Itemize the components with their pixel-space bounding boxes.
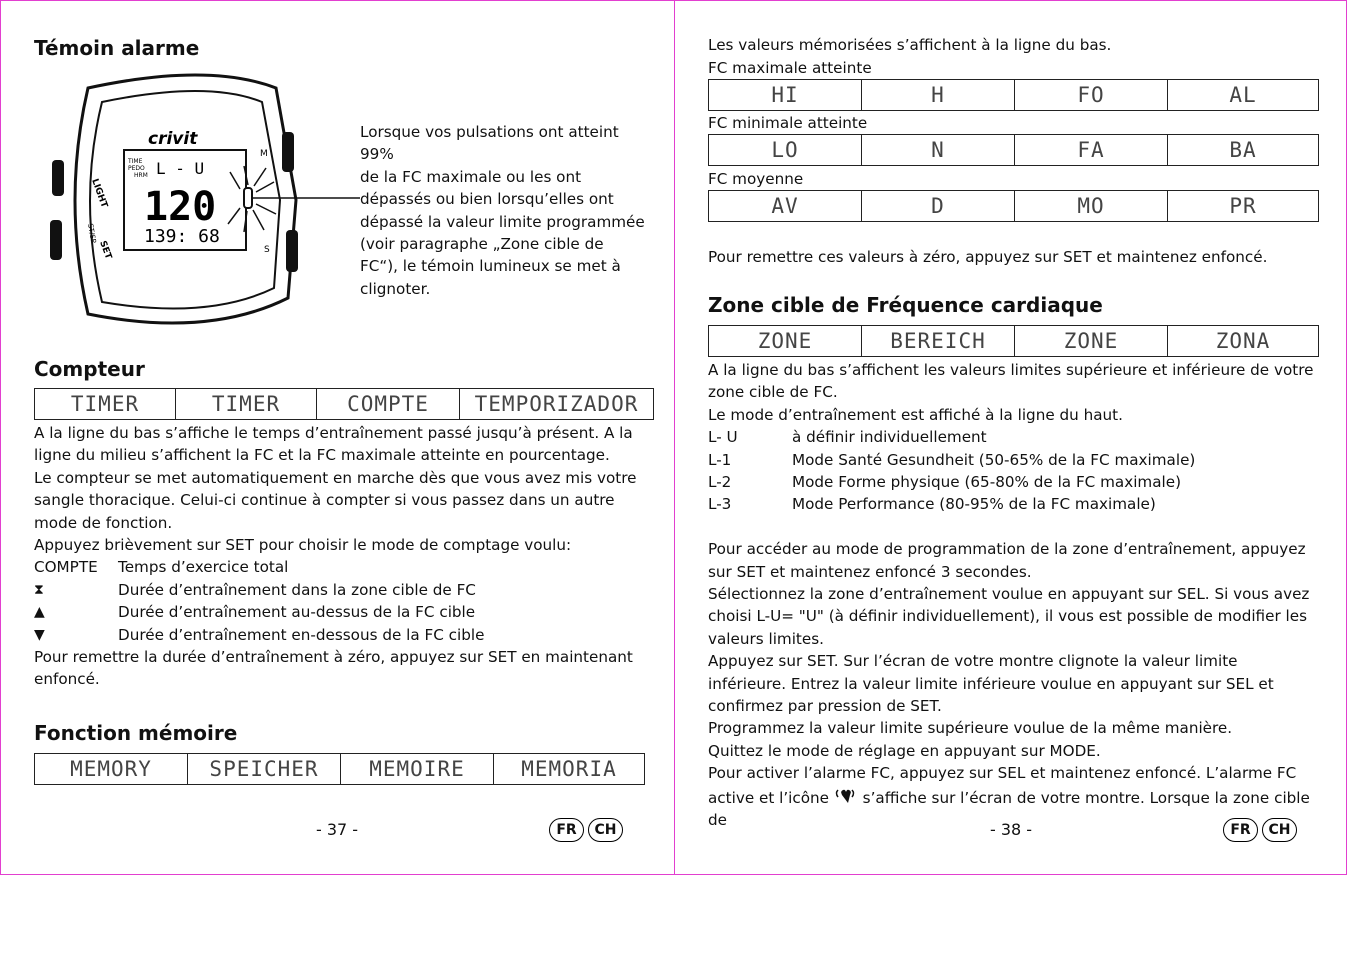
mode-value: Durée d’entraînement au-dessus de la FC cible (118, 603, 476, 622)
paragraph: Sélectionnez la zone d’entraînement voulue en appuyant sur SEL. Si vous avez choisi L-U= "U" (à définir individuellement), il vous est possible de modifier les valeurs limites. (708, 585, 1310, 648)
paragraph: Le mode d’entraînement est affiché à la ligne du haut. (708, 405, 1123, 424)
mode-row (34, 556, 646, 578)
paragraph: A la ligne du bas s’affichent les valeurs limites supérieure et inférieure de votre zone cible de FC. (708, 361, 1314, 402)
lcd-cell: N (862, 135, 1015, 166)
country-badge (1223, 818, 1297, 842)
counter-lcd-table (34, 388, 654, 420)
spacer (708, 516, 1314, 538)
lcd-cell: COMPTE (317, 389, 460, 420)
badge-fr: FR (1223, 818, 1258, 842)
lcd-cell: TIMER (35, 389, 176, 420)
heading-alarm: Témoin alarme (34, 36, 200, 60)
lcd-cell: MEMORY (35, 754, 188, 785)
badge-fr: FR (549, 818, 584, 842)
zone-lcd-table (708, 325, 1319, 357)
level-key: L- U (708, 428, 738, 447)
lcd-cell: H (862, 80, 1015, 111)
lcd-cell: TIMER (176, 389, 317, 420)
hourglass-icon: ⧗ (34, 581, 44, 598)
watch-m-label: M (260, 149, 268, 159)
paragraph: Pour remettre la durée d’entraînement à zéro, appuyez sur SET en maintenant enfoncé. (34, 648, 633, 689)
button-left-top (52, 160, 64, 196)
level-key: L-2 (708, 473, 732, 492)
lcd-cell: BEREICH (862, 326, 1015, 357)
page-right (708, 0, 1320, 875)
max-lcd-table (708, 79, 1319, 111)
lcd-cell: ZONA (1168, 326, 1319, 357)
text-fragment: s’affiche sur l’écran de votre montre. Lorsque la zone cible de (708, 788, 1310, 830)
lcd-cell: FO (1015, 80, 1168, 111)
watch-top-display: L - U (156, 159, 205, 178)
memory-intro: Les valeurs mémorisées s’affichent à la ligne du bas. (708, 36, 1112, 54)
lcd-cell: ZONE (709, 326, 862, 357)
lcd-cell: BA (1168, 135, 1319, 166)
paragraph: Pour activer l’alarme FC, appuyez sur SEL et maintenez enfoncé. L’alarme FC (708, 764, 1297, 783)
watch-s-label: S (264, 245, 270, 255)
watch-hrm-label: HRM (134, 172, 148, 179)
watch-stsp-label: ST/SP (86, 222, 98, 244)
watch-time-label: TIME (128, 158, 143, 165)
alarm-line: clignoter. (360, 279, 431, 298)
heading-counter: Compteur (34, 357, 145, 381)
arrow-down-icon: ▼ (34, 626, 45, 643)
lcd-cell: SPEICHER (188, 754, 341, 785)
level-row (708, 471, 1314, 493)
page-left (34, 0, 654, 875)
level-row (708, 426, 1314, 448)
lcd-cell: ZONE (1015, 326, 1168, 357)
lcd-cell: AV (709, 191, 862, 222)
heading-zone: Zone cible de Fréquence cardiaque (708, 293, 1103, 317)
alarm-line: Lorsque vos pulsations ont atteint 99% (360, 123, 619, 164)
alarm-line: de la FC maximale ou les ont (360, 167, 582, 186)
level-row (708, 493, 1314, 515)
lcd-cell: D (862, 191, 1015, 222)
watch-illustration (48, 70, 368, 332)
level-key: L-3 (708, 495, 732, 514)
mode-value: Durée d’entraînement en-dessous de la FC cible (118, 625, 485, 644)
alarm-line: dépassés ou bien lorsqu’elles ont (360, 190, 614, 209)
reset-text: Pour remettre ces valeurs à zéro, appuyez sur SET et maintenez enfoncé. (708, 248, 1268, 266)
mode-row (34, 579, 646, 601)
watch-bottom-display: 139: 68 (144, 226, 220, 247)
memory-lcd-table (34, 753, 645, 785)
lcd-cell: MEMOIRE (341, 754, 494, 785)
min-lcd-table (708, 134, 1319, 166)
paragraph: Appuyez sur SET. Sur l’écran de votre montre clignote la valeur limite inférieure. Entrez la valeur limite inférieure voulue en appuyant sur SEL et confirmez par pression de SET. (708, 652, 1274, 716)
counter-body (34, 422, 646, 691)
mode-value: Temps d’exercice total (118, 558, 289, 577)
badge-ch: CH (1262, 818, 1297, 842)
paragraph: Appuyez brièvement sur SET pour choisir le mode de comptage voulu: (34, 536, 572, 555)
alarm-line: (voir paragraphe „Zone cible de (360, 235, 604, 254)
page-divider (674, 0, 675, 875)
watch-pedo-label: PEDO (128, 165, 145, 172)
max-label: FC maximale atteinte (708, 59, 872, 77)
mode-value: Durée d’entraînement dans la zone cible de FC (118, 580, 476, 599)
min-label: FC minimale atteinte (708, 114, 868, 132)
alarm-line: dépassé la valeur limite programmée (360, 212, 645, 231)
alarm-line: FC“), le témoin lumineux se met à (360, 257, 621, 276)
country-badge (549, 818, 623, 842)
lcd-cell: MEMORIA (494, 754, 645, 785)
mode-row (34, 624, 646, 646)
text-fragment: active et l’icône (708, 788, 829, 807)
brand-logo: crivit (148, 129, 198, 149)
alarm-description (360, 121, 656, 300)
mode-key: COMPTE (34, 558, 98, 577)
watch-mid-display: 120 (144, 184, 217, 230)
paragraph: Programmez la valeur limite supérieure voulue de la même manière. (708, 719, 1233, 738)
paragraph: Pour accéder au mode de programmation de la zone d’entraînement, appuyez sur SET et maintenez enfoncé 3 secondes. (708, 540, 1306, 581)
level-value: Mode Forme physique (65-80% de la FC maximale) (792, 473, 1182, 492)
level-value: Mode Performance (80-95% de la FC maximale) (792, 495, 1156, 514)
level-value: Mode Santé Gesundheit (50-65% de la FC maximale) (792, 450, 1196, 469)
avg-label: FC moyenne (708, 170, 804, 188)
lcd-cell: MO (1015, 191, 1168, 222)
paragraph: Quittez le mode de réglage en appuyant sur MODE. (708, 741, 1101, 760)
lcd-cell: AL (1168, 80, 1319, 111)
lcd-cell: TEMPORIZADOR (460, 389, 654, 420)
arrow-up-icon: ▲ (34, 604, 45, 621)
page-number: - 37 - (316, 820, 359, 839)
watch-set-label: SET (97, 239, 114, 261)
page-number: - 38 - (990, 820, 1033, 839)
heart-alarm-icon (834, 787, 858, 805)
lcd-cell: HI (709, 80, 862, 111)
zone-body (708, 359, 1314, 832)
paragraph: A la ligne du bas s’affiche le temps d’entraînement passé jusqu’à présent. A la ligne du milieu s’affichent la FC et la FC maximale atteinte en pourcentage. (34, 424, 633, 465)
lcd-cell: FA (1015, 135, 1168, 166)
lcd-cell: LO (709, 135, 862, 166)
level-value: à définir individuellement (792, 428, 987, 447)
heading-memory: Fonction mémoire (34, 721, 238, 745)
mode-row (34, 601, 646, 623)
level-row (708, 449, 1314, 471)
badge-ch: CH (588, 818, 623, 842)
watch-light-label: LIGHT (89, 177, 109, 210)
paragraph: Le compteur se met automatiquement en marche dès que vous avez mis votre sangle thoracique. Celui-ci continue à compter si vous passez dans un autre mode de fonction. (34, 468, 637, 532)
alarm-led (244, 188, 252, 208)
lcd-cell: PR (1168, 191, 1319, 222)
level-key: L-1 (708, 450, 732, 469)
avg-lcd-table (708, 190, 1319, 222)
